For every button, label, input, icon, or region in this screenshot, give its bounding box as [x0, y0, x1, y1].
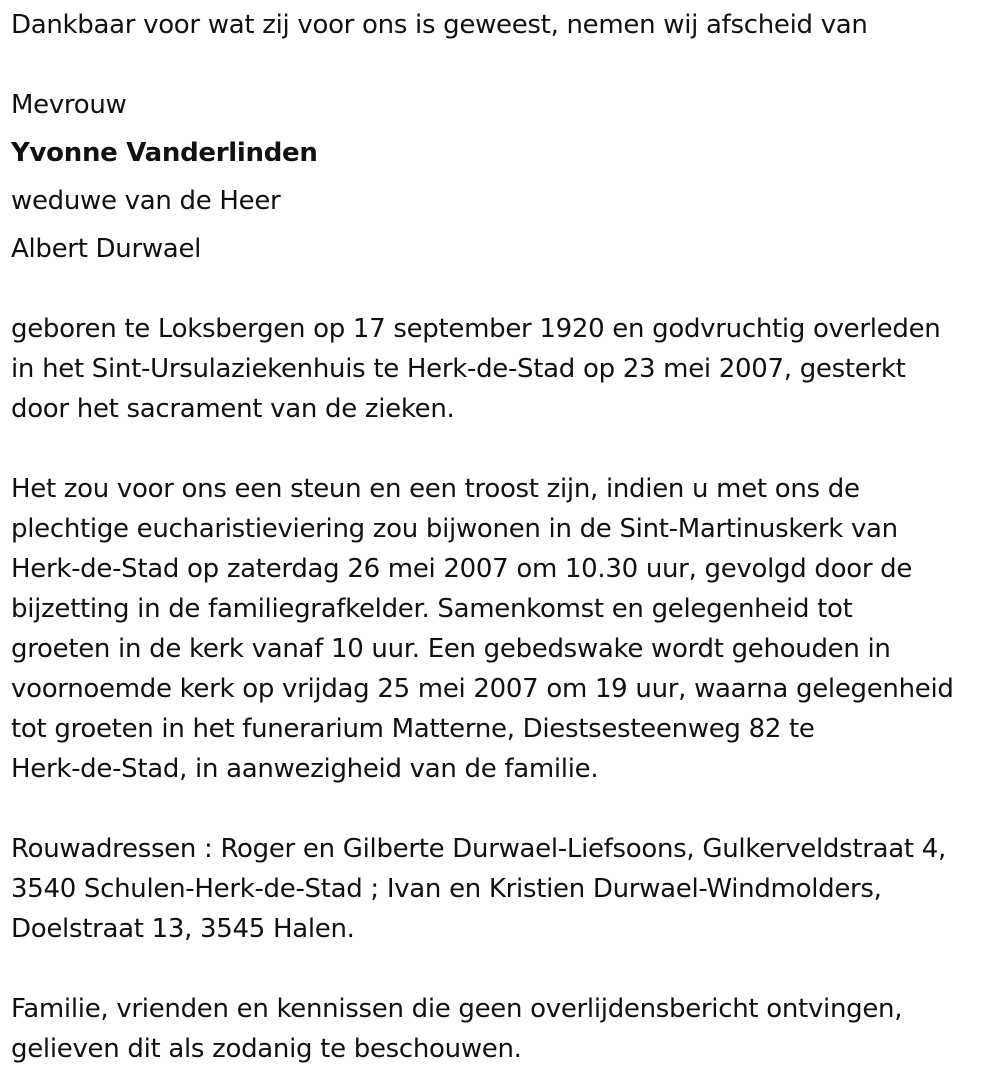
paragraph-line: Doelstraat 13, 3545 Halen. — [11, 914, 355, 944]
paragraph-line: in het Sint-Ursulaziekenhuis te Herk-de-Stad op 23 mei 2007, gesterkt — [11, 354, 906, 384]
relation-text: weduwe van de Heer — [11, 186, 281, 216]
honorific: Mevrouw — [11, 90, 127, 120]
deceased-name: Yvonne Vanderlinden — [11, 138, 318, 168]
paragraph-line: Familie, vrienden en kennissen die geen overlijdensbericht ontvingen, — [11, 994, 903, 1024]
ceremony-paragraph — [11, 469, 996, 789]
paragraph-line: tot groeten in het funerarium Matterne, Diestsesteenweg 82 te — [11, 714, 815, 744]
paragraph-line: Herk-de-Stad, in aanwezigheid van de familie. — [11, 754, 599, 784]
paragraph-line: voornoemde kerk op vrijdag 25 mei 2007 om 19 uur, waarna gelegenheid — [11, 674, 954, 704]
paragraph-line: Het zou voor ons een steun en een troost zijn, indien u met ons de — [11, 474, 860, 504]
birth-death-paragraph — [11, 309, 996, 429]
paragraph-line: bijzetting in de familiegrafkelder. Samenkomst en gelegenheid tot — [11, 594, 853, 624]
paragraph-line: Rouwadressen : Roger en Gilberte Durwael-Liefsoons, Gulkerveldstraat 4, — [11, 834, 946, 864]
spouse-name: Albert Durwael — [11, 234, 202, 264]
paragraph-line: plechtige eucharistieviering zou bijwonen in de Sint-Martinuskerk van — [11, 514, 898, 544]
closing-paragraph — [11, 989, 996, 1069]
paragraph-line: door het sacrament van de zieken. — [11, 394, 455, 424]
paragraph-line: groeten in de kerk vanaf 10 uur. Een gebedswake wordt gehouden in — [11, 634, 891, 664]
paragraph-line: Herk-de-Stad op zaterdag 26 mei 2007 om 10.30 uur, gevolgd door de — [11, 554, 913, 584]
paragraph-line: 3540 Schulen-Herk-de-Stad ; Ivan en Kristien Durwael-Windmolders, — [11, 874, 882, 904]
paragraph-line: geboren te Loksbergen op 17 september 1920 en godvruchtig overleden — [11, 314, 941, 344]
intro-text: Dankbaar voor wat zij voor ons is geweest, nemen wij afscheid van — [11, 10, 868, 40]
paragraph-line: gelieven dit als zodanig te beschouwen. — [11, 1034, 522, 1064]
addresses-paragraph — [11, 829, 996, 949]
